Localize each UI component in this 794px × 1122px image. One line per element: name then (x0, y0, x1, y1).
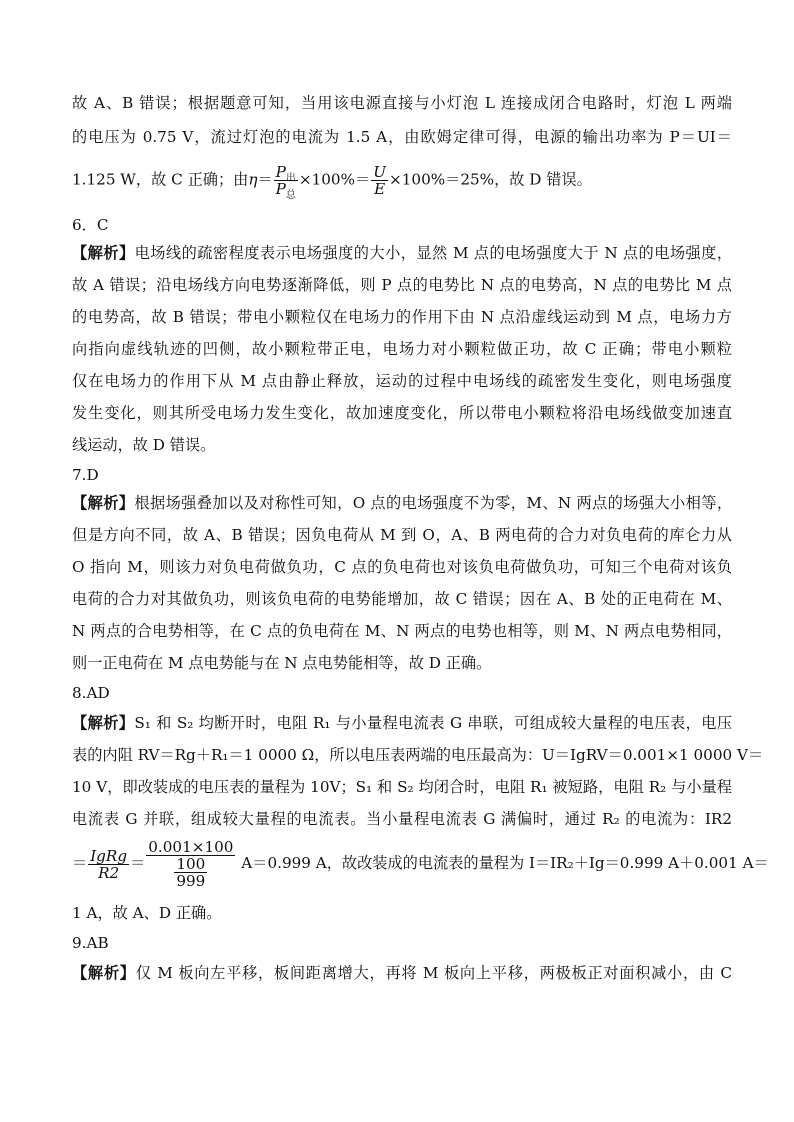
numerator: 100 (176, 855, 206, 873)
text-fragment: 根据场强叠加以及对称性可知，O 点的电场强度不为零，M、N 两点的场强大小相等， (134, 494, 733, 512)
answer-label-9: 9.AB (72, 934, 109, 952)
fraction-power-ratio (274, 163, 298, 202)
equals-sign: ＝ (130, 854, 146, 872)
denominator-sub: 总 (285, 190, 296, 202)
text-line: 1 A，故 A、D 正确。 (72, 904, 222, 922)
text-line: 电流表 G 并联，组成较大量程的电流表。当小量程电流表 G 满偏时，通过 R₂ 的电流为：IR2 (72, 810, 732, 828)
text-line (72, 962, 732, 984)
numerator: 0.001×100 (148, 838, 234, 856)
answer-label-6: 6．C (72, 216, 109, 234)
text-line: 故 A 错误；沿电场线方向电势逐渐降低，则 P 点的电势比 N 点的电势高，N 点的电势比 M 点 (72, 276, 732, 294)
fraction-nested (146, 839, 235, 889)
fraction-inner (174, 856, 207, 889)
denominator: E (374, 180, 386, 198)
text-fragment: ×100%＝25%，故 D 错误。 (389, 170, 592, 189)
text-line: 的电势高，故 B 错误；带电小颗粒仅在电场力的作用下由 N 点沿虚线运动到 M 点，电场力方 (72, 308, 732, 326)
text-line: 表的内阻 RV＝Rg＋R₁＝1 0000 Ω，所以电压表两端的电压最高为：U＝IgRV＝0.001×1 0000 V＝ (72, 746, 764, 764)
text-line (72, 242, 732, 264)
denominator: R2 (98, 863, 120, 882)
analysis-tag: 【解析】 (72, 494, 135, 512)
text-line: 的电压为 0.75 V，流过灯泡的电流为 1.5 A，由欧姆定律可得，电源的输出功率为 P＝UI＝ (72, 128, 732, 146)
text-line: 线运动，故 D 错误。 (72, 436, 216, 454)
text-line (72, 712, 732, 734)
numerator: IgRg (90, 846, 128, 865)
text-line: 仅在电场力的作用下从 M 点由静止释放，运动的过程中电场线的疏密发生变化，则电场强度 (72, 372, 732, 390)
text-line: 故 A、B 错误；根据题意可知，当用该电源直接与小灯泡 L 连接成闭合电路时，灯泡 L 两端 (72, 94, 732, 112)
answer-label-7: 7.D (72, 466, 99, 484)
numerator: P (275, 163, 286, 181)
text-fragment: 1.125 W，故 C 正确；由 (72, 170, 249, 189)
formula-line (72, 163, 732, 202)
text-line: 电荷的合力对其做负功，则该负电荷的电势能增加，故 C 错误；因在 A、B 处的正电荷在 M、 (72, 590, 732, 608)
analysis-tag: 【解析】 (72, 964, 136, 982)
denominator: 999 (176, 872, 206, 890)
analysis-tag: 【解析】 (72, 244, 135, 262)
text-fragment: 电场线的疏密程度表示电场强度的大小，显然 M 点的电场强度大于 N 点的电场强度， (134, 244, 733, 262)
text-line: 向指向虚线轨迹的凹侧，故小颗粒带正电，电场力对小颗粒做正功，故 C 正确；带电小颗粒 (72, 340, 732, 358)
text-fragment: A＝0.999 A，故改装成的电流表的量程为 I＝IR₂＋Ig＝0.999 A＋0.001 A＝ (236, 854, 769, 872)
text-line: 则一正电荷在 M 点电势能与在 N 点电势能相等，故 D 正确。 (72, 654, 492, 672)
eta-symbol: η (248, 170, 258, 189)
text-line: 发生变化，则其所受电场力发生变化，故加速度变化，所以带电小颗粒将沿电场线做变加速直 (72, 404, 732, 422)
equals-sign: ＝ (257, 170, 273, 189)
text-line: O 指向 M，则该力对负电荷做负功，C 点的负电荷也对该负电荷做负功，可知三个电荷对该负 (72, 558, 732, 576)
text-fragment: 仅 M 板向左平移，板间距离增大，再将 M 板向上平移，两极板正对面积减小，由 C (135, 964, 732, 982)
text-line: N 两点的合电势相等，在 C 点的负电荷在 M、N 两点的电势也相等，则 M、N 两点电势相同， (72, 622, 732, 640)
fraction-current (88, 848, 129, 881)
text-line: 但是方向不同，故 A、B 错误；因负电荷从 M 到 O，A、B 两电荷的合力对负电荷的库仑力从 (72, 526, 732, 544)
denominator: P (275, 180, 286, 198)
numerator: U (373, 163, 387, 181)
numerator-sub: 出 (285, 173, 296, 185)
text-line: 10 V，即改装成的电压表的量程为 10V；S₁ 和 S₂ 均闭合时，电阻 R₁ 被短路，电阻 R₂ 与小量程 (72, 778, 732, 796)
fraction-voltage-ratio (371, 164, 388, 197)
equals-sign: ＝ (72, 854, 88, 872)
formula-line (72, 836, 769, 890)
text-line (72, 492, 732, 514)
answer-label-8: 8.AD (72, 684, 110, 702)
analysis-tag: 【解析】 (72, 714, 135, 732)
text-fragment: S₁ 和 S₂ 均断开时，电阻 R₁ 与小量程电流表 G 串联，可组成较大量程的电压表，电压 (134, 714, 733, 732)
text-fragment: ×100%＝ (298, 170, 371, 189)
